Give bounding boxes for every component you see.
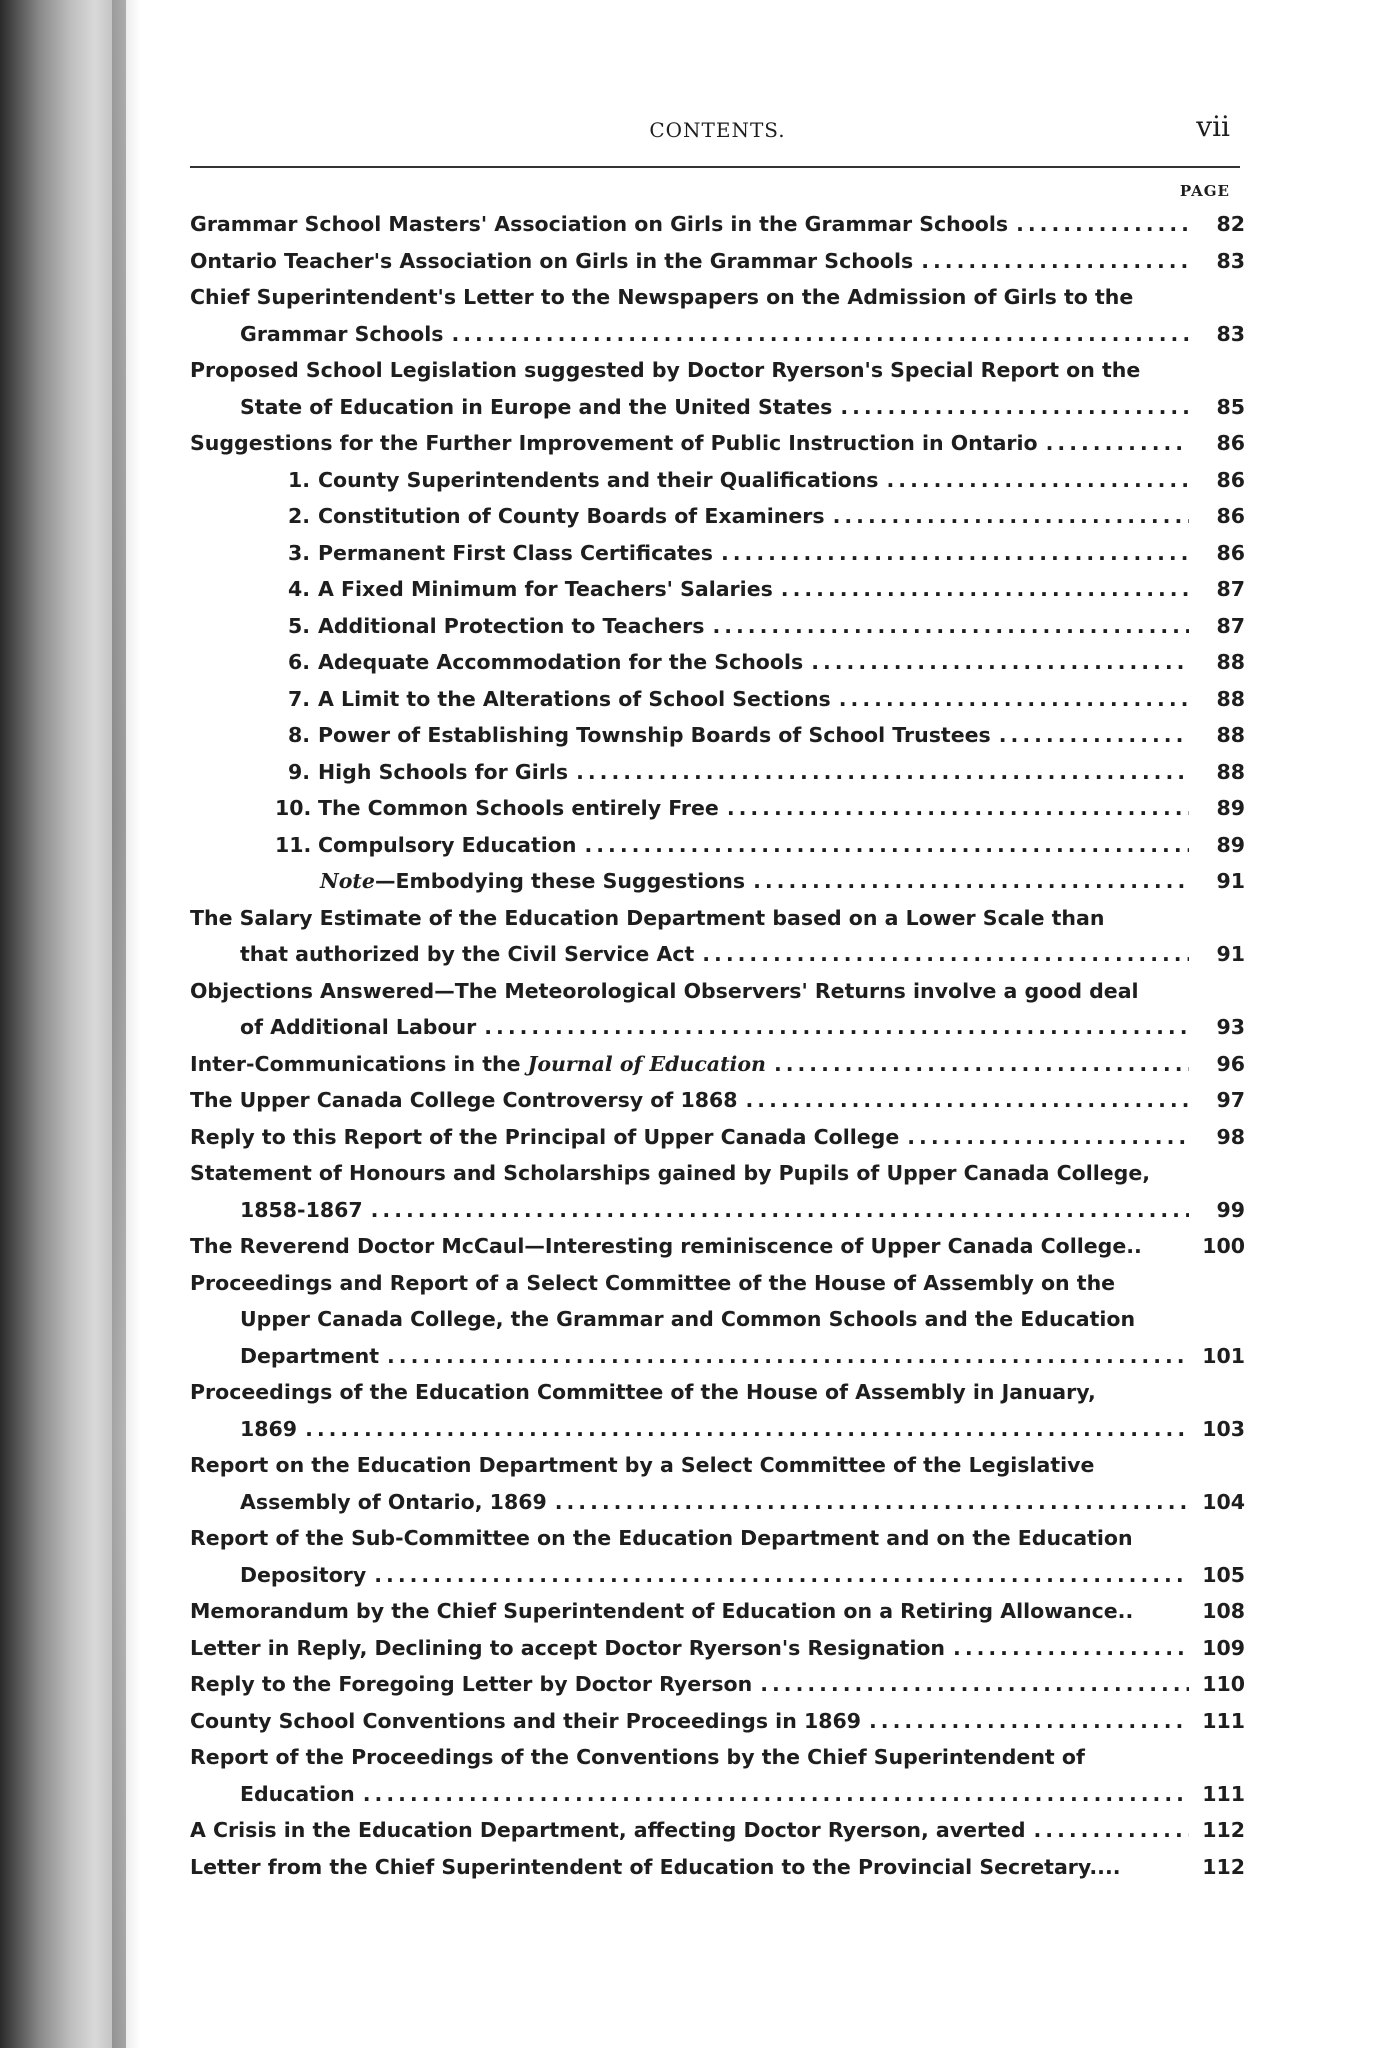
toc-line (190, 1338, 1245, 1375)
page-title: CONTENTS. (649, 118, 786, 142)
toc-line (190, 1557, 1245, 1594)
entry-title (190, 1666, 752, 1703)
entry-page-number: 89 (1216, 796, 1245, 820)
entry-title-text: Upper Canada College, the Grammar and Common Schools and the Education (240, 1307, 1136, 1331)
toc-entry (190, 827, 1245, 864)
entry-title (190, 1155, 1150, 1192)
entry-title (240, 1411, 297, 1448)
toc-entry (190, 1666, 1245, 1703)
dot-leader (833, 498, 1189, 535)
entry-title-text: Additional Protection to Teachers (318, 613, 705, 638)
entry-number: 7. (287, 686, 310, 711)
toc-line (190, 936, 1245, 973)
entry-title-text: A Fixed Minimum for Teachers' Salaries (318, 577, 773, 601)
entry-page-number: 88 (1216, 759, 1245, 784)
entry-title-text: The Salary Estimate of the Education Department based on a Lower Scale than (190, 905, 1105, 930)
table-of-contents (190, 206, 1245, 1885)
entry-title (190, 243, 913, 280)
toc-line (190, 790, 1245, 827)
toc-line (190, 1812, 1245, 1849)
toc-line (190, 1703, 1245, 1740)
toc-line (190, 1374, 1245, 1411)
entry-title (320, 863, 745, 900)
toc-entry (190, 1520, 1245, 1593)
entry-number: 9. (287, 759, 310, 784)
dot-leader (555, 1484, 1189, 1521)
entry-page-number: 87 (1216, 577, 1245, 601)
entry-title-text: Report of the Proceedings of the Conventions by the Chief Superintendent of (190, 1745, 1085, 1769)
dot-leader (781, 571, 1189, 608)
entry-title (240, 1776, 355, 1813)
entry-title (190, 1630, 945, 1667)
toc-entry (190, 1046, 1245, 1083)
entry-title-italic: Journal of Education (527, 1051, 766, 1076)
entry-title (275, 535, 713, 572)
entry-title-text: 1858-1867 (240, 1197, 363, 1222)
toc-entry (190, 790, 1245, 827)
entry-title (275, 571, 773, 608)
dot-leader (371, 1192, 1189, 1229)
toc-line (190, 1119, 1245, 1156)
toc-line (190, 1666, 1245, 1703)
book-gutter (112, 0, 126, 2048)
entry-title-prefix: Inter-Communications in the (190, 1051, 528, 1076)
entry-title (275, 681, 831, 718)
toc-line (190, 1009, 1245, 1046)
toc-line (190, 973, 1245, 1010)
dot-leader (839, 681, 1189, 718)
entry-page-number: 110 (1202, 1672, 1245, 1696)
entry-title-text: Education (240, 1781, 355, 1806)
entry-page-number: 101 (1202, 1343, 1245, 1368)
entry-page-number: 83 (1216, 321, 1245, 346)
toc-line (190, 1447, 1245, 1484)
entry-title (240, 316, 443, 353)
dot-leader (387, 1338, 1189, 1375)
entry-title (240, 1338, 379, 1375)
dot-leader (887, 462, 1190, 499)
entry-page-number: 88 (1216, 650, 1245, 674)
entry-title-text: Compulsory Education (318, 832, 577, 857)
entry-page-number: 109 (1202, 1635, 1245, 1660)
toc-entry (190, 1119, 1245, 1156)
dot-leader (576, 754, 1189, 791)
toc-line (190, 206, 1245, 243)
toc-line (190, 1228, 1245, 1265)
entry-title (240, 1009, 476, 1046)
entry-title (275, 790, 719, 827)
entry-page-number: 99 (1216, 1197, 1245, 1222)
entry-page-number: 97 (1216, 1088, 1245, 1112)
entry-title (190, 1447, 1094, 1484)
toc-entry (190, 1739, 1245, 1812)
entry-page-number: 87 (1216, 613, 1245, 638)
entry-title (190, 1520, 1133, 1557)
entry-title (240, 1192, 363, 1229)
dot-leader (721, 535, 1189, 572)
dot-leader (451, 316, 1189, 353)
entry-title (190, 900, 1104, 937)
entry-page-number: 108 (1202, 1599, 1245, 1623)
toc-entry (190, 1849, 1245, 1886)
toc-line (190, 754, 1245, 791)
toc-line (190, 1082, 1245, 1119)
entry-title-text: Department (240, 1343, 379, 1368)
entry-page-number: 104 (1202, 1489, 1245, 1514)
entry-title (190, 1703, 861, 1740)
entry-page-number: 86 (1216, 540, 1245, 565)
entry-title (190, 973, 1139, 1010)
entry-title (190, 1082, 738, 1119)
toc-line (190, 1411, 1245, 1448)
toc-line (190, 717, 1245, 754)
entry-title-text: County Superintendents and their Qualifications (318, 467, 879, 492)
toc-entry (190, 900, 1245, 973)
entry-title-text: Permanent First Class Certificates (318, 540, 713, 565)
entry-title (190, 1739, 1085, 1776)
entry-page-number: 112 (1202, 1818, 1245, 1842)
toc-line (190, 279, 1245, 316)
entry-title (275, 754, 568, 791)
entry-page-number: 89 (1216, 832, 1245, 857)
entry-title (275, 462, 879, 499)
entry-title-text: The Common Schools entirely Free (318, 796, 719, 820)
entry-title (190, 1374, 1096, 1411)
entry-title (240, 936, 694, 973)
entry-title-text: Letter in Reply, Declining to accept Doctor Ryerson's Resignation (190, 1635, 946, 1660)
entry-title (190, 1593, 1133, 1630)
entry-title-text: State of Education in Europe and the United States (240, 394, 833, 419)
entry-title (275, 717, 991, 754)
entry-title-text: Chief Superintendent's Letter to the Newspapers on the Admission of Girls to the (190, 285, 1134, 309)
toc-entry (190, 1082, 1245, 1119)
dot-leader (702, 936, 1189, 973)
entry-title-text: Power of Establishing Township Boards of School Trustees (318, 723, 991, 747)
toc-entry (190, 608, 1245, 645)
entry-title-text: of Additional Labour (240, 1015, 477, 1039)
toc-line (190, 1630, 1245, 1667)
toc-entry (190, 1447, 1245, 1520)
page-column-label: PAGE (1179, 182, 1230, 200)
dot-leader (374, 1557, 1189, 1594)
entry-title (240, 1484, 547, 1521)
toc-line (190, 462, 1245, 499)
entry-page-number: 88 (1216, 723, 1245, 747)
entry-page-number: 91 (1216, 942, 1245, 966)
entry-title-text: Letter from the Chief Superintendent of Education to the Provincial Secretary.... (190, 1854, 1121, 1879)
page-number: vii (1196, 110, 1230, 143)
entry-title (190, 1265, 1115, 1302)
entry-title-text: Reply to this Report of the Principal of Upper Canada College (190, 1124, 900, 1149)
toc-entry (190, 1265, 1245, 1375)
entry-number: 6. (287, 650, 310, 674)
entry-title-text: Proceedings of the Education Committee of the House of Assembly in January, (190, 1380, 1096, 1404)
header-rule (190, 166, 1240, 168)
entry-page-number: 105 (1202, 1562, 1245, 1587)
entry-title (275, 827, 576, 864)
toc-line (190, 243, 1245, 280)
entry-title (190, 1812, 1026, 1849)
toc-line (190, 498, 1245, 535)
entry-number: 1. (287, 467, 310, 492)
entry-title-text: —Embodying these Suggestions (374, 869, 746, 893)
entry-title-text: 1869 (240, 1416, 298, 1441)
entry-page-number: 93 (1216, 1015, 1245, 1039)
entry-title (240, 1301, 1135, 1338)
entry-title-text: Proposed School Legislation suggested by Doctor Ryerson's Special Report on the (190, 358, 1141, 382)
toc-line (190, 1265, 1245, 1302)
toc-entry (190, 1630, 1245, 1667)
entry-title (190, 352, 1140, 389)
toc-entry (190, 1374, 1245, 1447)
dot-leader (921, 243, 1189, 280)
dot-leader (746, 1082, 1189, 1119)
entry-page-number: 103 (1202, 1416, 1245, 1441)
dot-leader (1046, 425, 1189, 462)
entry-title-text: The Reverend Doctor McCaul—Interesting reminiscence of Upper Canada College.. (190, 1234, 1142, 1258)
toc-entry (190, 644, 1245, 681)
entry-page-number: 112 (1202, 1854, 1245, 1879)
entry-title-text: Statement of Honours and Scholarships gained by Pupils of Upper Canada College, (190, 1161, 1151, 1185)
dot-leader (774, 1046, 1189, 1083)
entry-title (240, 389, 832, 426)
entry-number: 11. (275, 832, 312, 857)
running-head (190, 110, 1245, 150)
toc-entry (190, 462, 1245, 499)
entry-page-number: 86 (1216, 504, 1245, 528)
entry-page-number: 86 (1216, 467, 1245, 492)
toc-line (190, 863, 1245, 900)
entry-title-text: Grammar School Masters' Association on Girls in the Grammar Schools (190, 212, 1009, 236)
toc-line (190, 1192, 1245, 1229)
toc-line (190, 900, 1245, 937)
entry-title (190, 279, 1133, 316)
entry-page-number: 83 (1216, 248, 1245, 273)
entry-title (190, 1046, 766, 1083)
entry-page-number: 100 (1202, 1234, 1245, 1258)
entry-title-text: Ontario Teacher's Association on Girls in the Grammar Schools (190, 248, 914, 273)
entry-title (190, 425, 1038, 462)
entry-title-text: County School Conventions and their Proceedings in 1869 (190, 1708, 861, 1733)
entry-page-number: 86 (1216, 431, 1245, 455)
toc-line (190, 1155, 1245, 1192)
dot-leader (869, 1703, 1189, 1740)
dot-leader (363, 1776, 1189, 1813)
entry-title-text: Suggestions for the Further Improvement of Public Instruction in Ontario (190, 431, 1038, 455)
toc-entry (190, 1593, 1245, 1630)
entry-title-text: Memorandum by the Chief Superintendent of Education on a Retiring Allowance.. (190, 1599, 1134, 1623)
toc-entry (190, 1155, 1245, 1228)
toc-line (190, 352, 1245, 389)
entry-title (240, 1557, 366, 1594)
toc-entry (190, 571, 1245, 608)
toc-entry (190, 206, 1245, 243)
entry-number: 3. (287, 540, 310, 565)
dot-leader (953, 1630, 1189, 1667)
entry-title-text: The Upper Canada College Controversy of 1868 (190, 1088, 738, 1112)
toc-entry (190, 1228, 1245, 1265)
entry-number: 2. (287, 504, 310, 528)
entry-title (275, 608, 704, 645)
entry-title (275, 498, 825, 535)
note-label: Note (320, 869, 375, 893)
entry-number: 10. (275, 796, 312, 820)
toc-entry (190, 535, 1245, 572)
toc-entry (190, 243, 1245, 280)
entry-page-number: 96 (1216, 1051, 1245, 1076)
entry-title-text: Constitution of County Boards of Examiners (318, 504, 825, 528)
toc-line (190, 535, 1245, 572)
entry-page-number: 111 (1202, 1708, 1245, 1733)
dot-leader (727, 790, 1189, 827)
toc-entry (190, 352, 1245, 425)
toc-line (190, 644, 1245, 681)
dot-leader (712, 608, 1189, 645)
dot-leader (1034, 1812, 1189, 1849)
toc-line (190, 1739, 1245, 1776)
entry-title (190, 1849, 1121, 1886)
toc-line (190, 1849, 1245, 1886)
toc-line (190, 425, 1245, 462)
entry-title-text: High Schools for Girls (318, 759, 569, 784)
entry-title-text: Grammar Schools (240, 321, 444, 346)
toc-entry (190, 1812, 1245, 1849)
toc-line (190, 1593, 1245, 1630)
entry-title-text: Report on the Education Department by a Select Committee of the Legislative (190, 1453, 1095, 1477)
dot-leader (305, 1411, 1189, 1448)
toc-line (190, 1301, 1245, 1338)
toc-entry (190, 498, 1245, 535)
toc-line (190, 1520, 1245, 1557)
dot-leader (840, 389, 1189, 426)
toc-line (190, 1484, 1245, 1521)
entry-title-text: that authorized by the Civil Service Act (240, 942, 695, 966)
toc-entry (190, 425, 1245, 462)
toc-entry (190, 681, 1245, 718)
toc-entry (190, 717, 1245, 754)
entry-title-text: Reply to the Foregoing Letter by Doctor Ryerson (190, 1672, 753, 1696)
entry-page-number: 98 (1216, 1124, 1245, 1149)
entry-title-text: Report of the Sub-Committee on the Education Department and on the Education (190, 1526, 1133, 1550)
entry-title-text: A Crisis in the Education Department, affecting Doctor Ryerson, averted (190, 1818, 1026, 1842)
entry-page-number: 111 (1202, 1781, 1245, 1806)
dot-leader (907, 1119, 1189, 1156)
dot-leader (760, 1666, 1189, 1703)
dot-leader (584, 827, 1189, 864)
entry-title (275, 644, 803, 681)
toc-entry (190, 1703, 1245, 1740)
toc-entry (190, 279, 1245, 352)
toc-entry (190, 754, 1245, 791)
dot-leader (753, 863, 1189, 900)
toc-line (190, 827, 1245, 864)
toc-line (190, 571, 1245, 608)
entry-page-number: 82 (1216, 212, 1245, 236)
entry-title (190, 1119, 899, 1156)
entry-page-number: 85 (1216, 394, 1245, 419)
entry-title-text: Adequate Accommodation for the Schools (318, 650, 804, 674)
dot-leader (484, 1009, 1189, 1046)
toc-entry (190, 863, 1245, 900)
toc-line (190, 316, 1245, 353)
entry-title-text: Assembly of Ontario, 1869 (240, 1489, 547, 1514)
entry-page-number: 91 (1216, 869, 1245, 893)
entry-page-number: 88 (1216, 686, 1245, 711)
toc-line (190, 608, 1245, 645)
dot-leader (1016, 206, 1189, 243)
toc-line (190, 1776, 1245, 1813)
entry-number: 4. (287, 577, 310, 601)
toc-line (190, 1046, 1245, 1083)
toc-line (190, 681, 1245, 718)
entry-number: 5. (287, 613, 310, 638)
entry-title-text: Objections Answered—The Meteorological Observers' Returns involve a good deal (190, 978, 1139, 1003)
toc-line (190, 389, 1245, 426)
entry-title-text: A Limit to the Alterations of School Sections (318, 686, 831, 711)
entry-title-text: Proceedings and Report of a Select Committee of the House of Assembly on the (190, 1270, 1116, 1295)
book-page (190, 100, 1245, 2000)
toc-entry (190, 973, 1245, 1046)
entry-title (190, 206, 1008, 243)
dot-leader (811, 644, 1189, 681)
entry-number: 8. (287, 723, 310, 747)
dot-leader (999, 717, 1189, 754)
entry-title (190, 1228, 1142, 1265)
entry-title-text: Depository (240, 1562, 367, 1587)
